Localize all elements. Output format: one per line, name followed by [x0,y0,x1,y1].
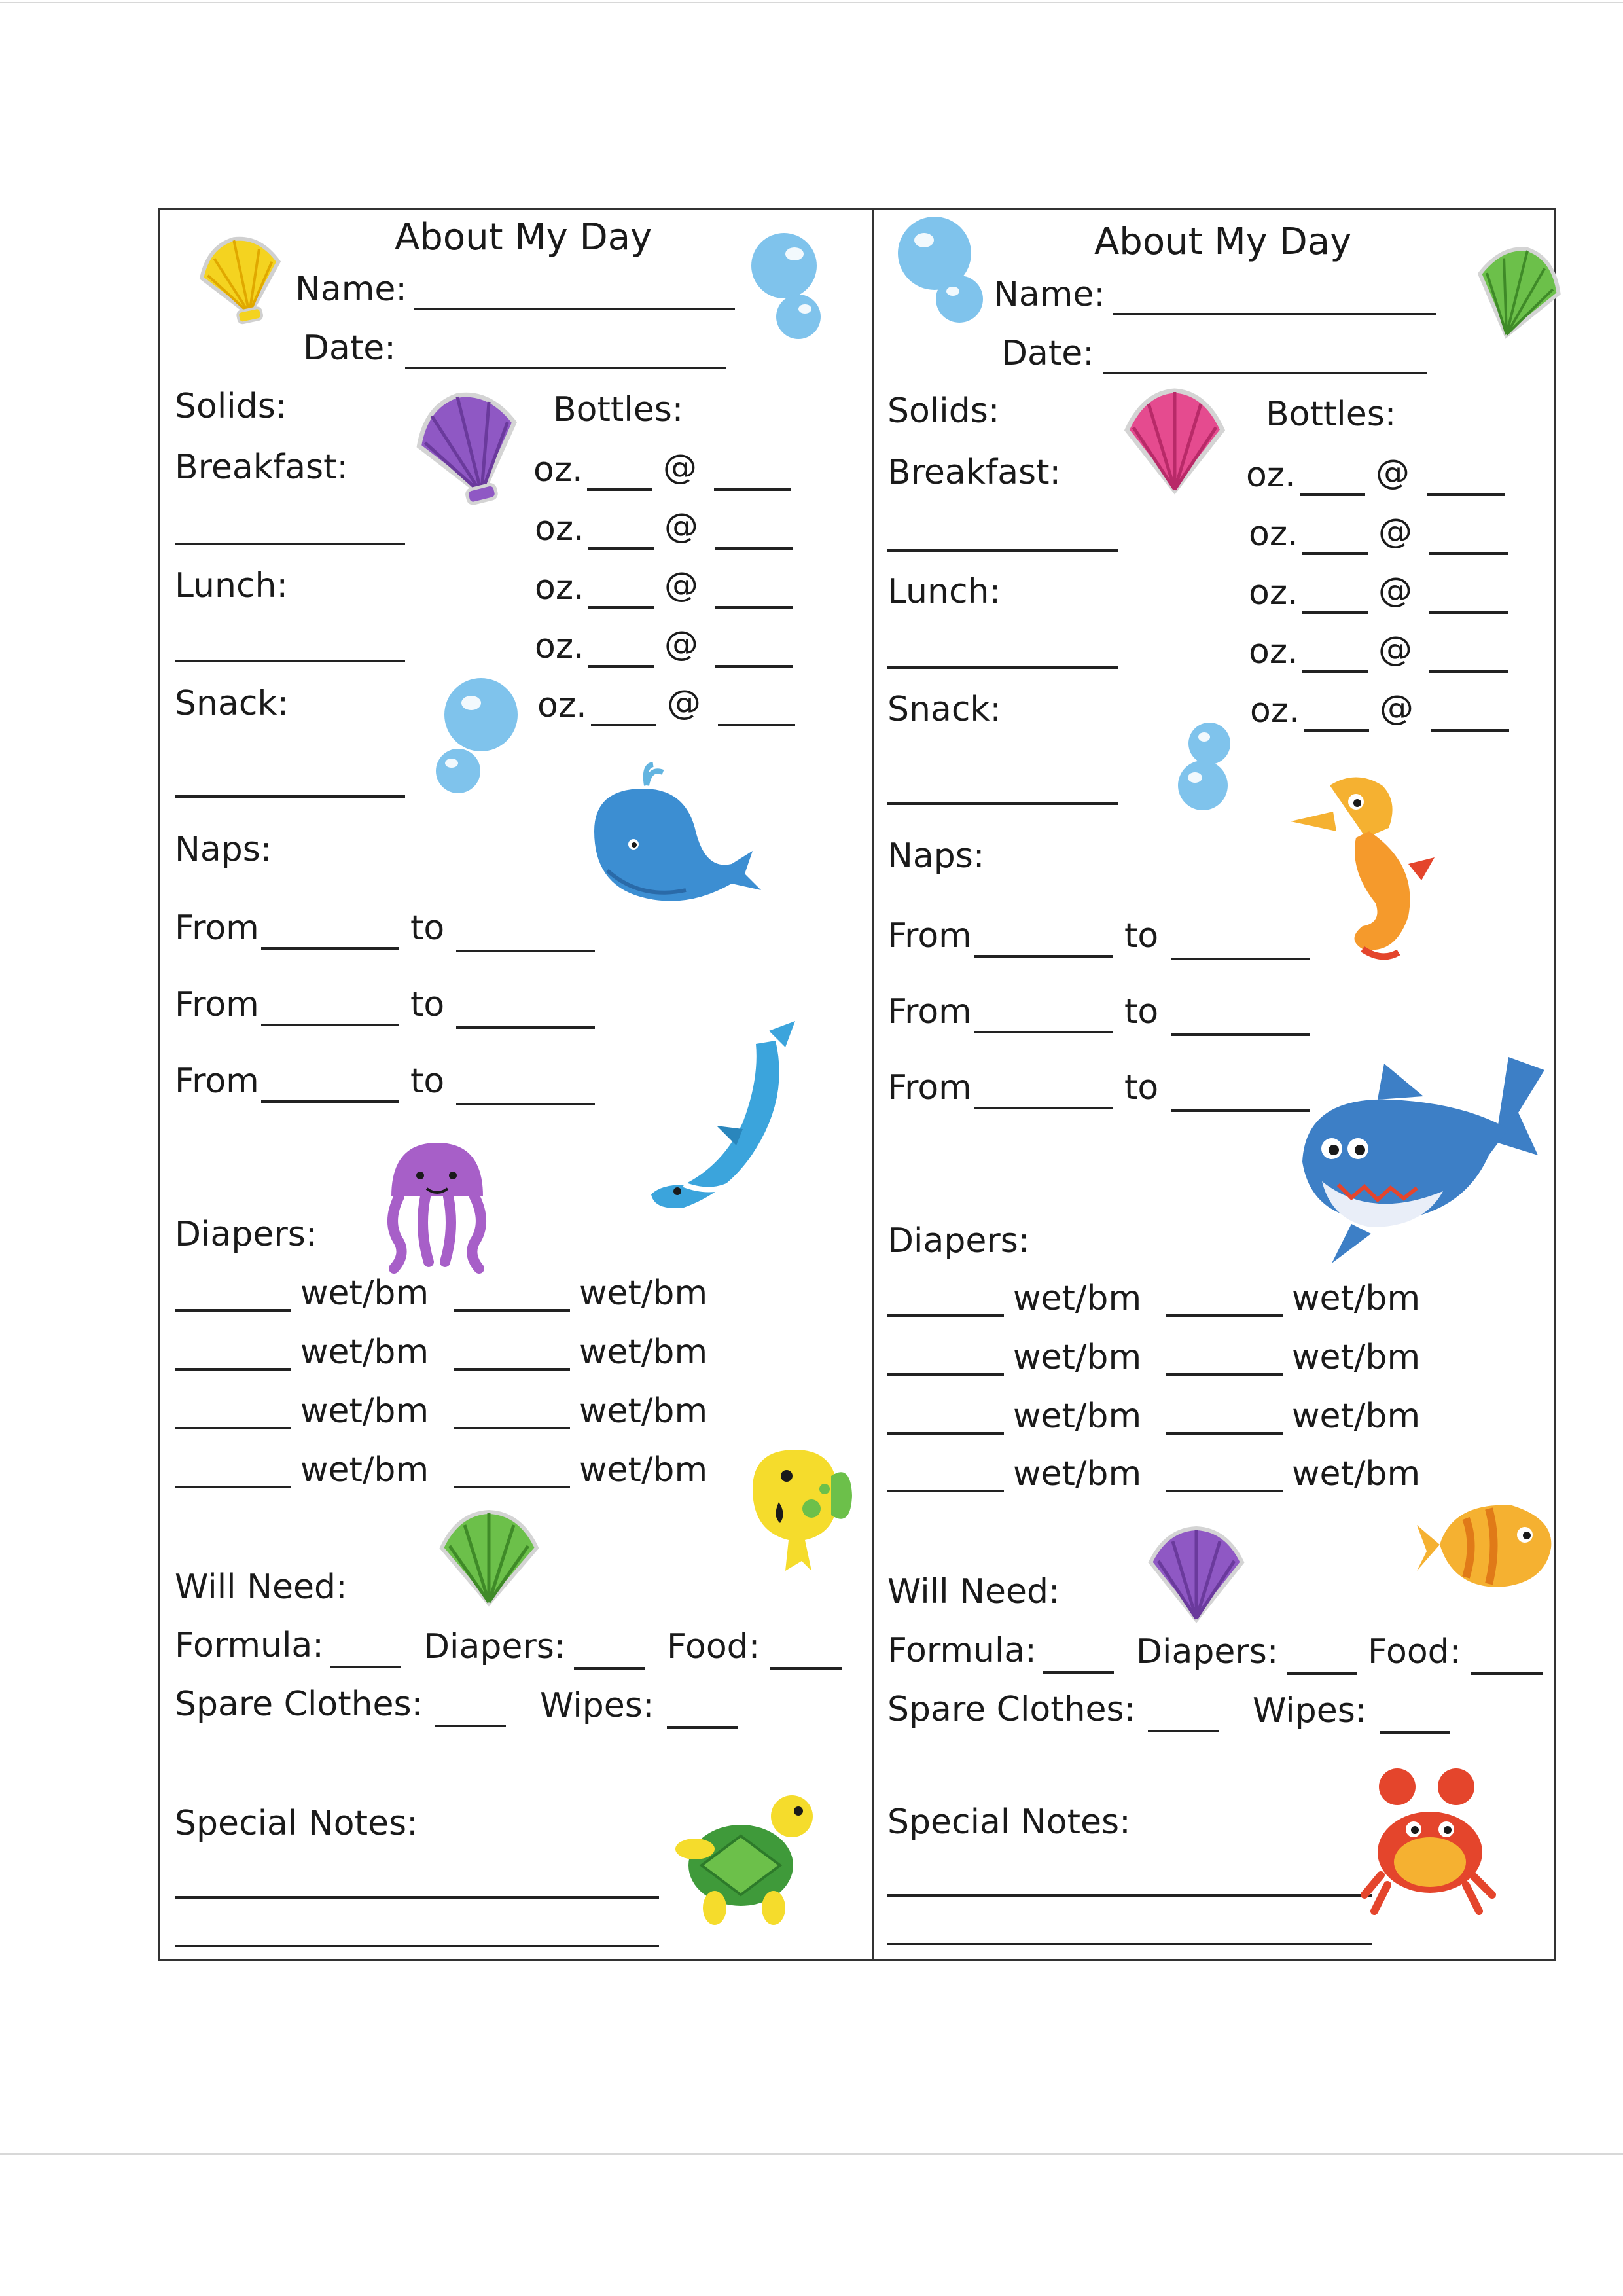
bottles-label: Bottles: [1266,395,1397,434]
formula-field[interactable] [1043,1671,1114,1674]
shell-icon [1139,1522,1253,1626]
to-label: to [1124,1068,1159,1107]
diaper-field[interactable] [887,1432,1004,1435]
wetbm-label: wet/bm [579,1333,708,1372]
seahorse-icon [1284,766,1451,969]
bubbles-icon [746,230,825,345]
time-field[interactable] [1427,493,1505,496]
scan-edge-top [0,2,1623,3]
nap-from-field[interactable] [974,1107,1113,1109]
oz-field[interactable] [1302,611,1368,614]
shark-icon [1293,1050,1548,1266]
diaper-field[interactable] [1166,1432,1283,1435]
wipes-label: Wipes: [540,1686,654,1725]
oz-label: oz. [1249,632,1298,672]
food-label: Food: [667,1627,760,1666]
shell-icon [429,1505,550,1610]
date-label: Date: [303,329,396,368]
diapers-label: Diapers: [175,1215,317,1254]
diaper-field[interactable] [175,1368,291,1371]
formula-label: Formula: [175,1626,324,1665]
snack-field[interactable] [887,802,1118,805]
time-field[interactable] [715,665,793,668]
bottles-label: Bottles: [553,390,684,429]
from-label: From [175,908,259,948]
date-field[interactable] [1103,372,1427,374]
oz-label: oz. [535,627,584,666]
oz-label: oz. [533,450,583,490]
food-field[interactable] [770,1667,842,1670]
naps-label: Naps: [175,830,272,869]
at-label: @ [663,448,697,487]
wetbm-label: wet/bm [1292,1279,1421,1318]
at-label: @ [664,565,698,605]
card-title: About My Day [1094,221,1352,263]
at-label: @ [667,683,701,723]
solids-label: Solids: [175,387,287,426]
name-field[interactable] [414,308,735,310]
breakfast-label: Breakfast: [887,453,1061,492]
notes-line[interactable] [175,1945,659,1947]
fish-icon [740,1437,854,1574]
will-need-label: Will Need: [887,1572,1060,1611]
diaper-field[interactable] [454,1368,570,1371]
oz-field[interactable] [587,488,652,491]
formula-label: Formula: [887,1631,1037,1670]
snack-field[interactable] [175,795,405,798]
oz-field[interactable] [1302,552,1368,555]
at-label: @ [1378,630,1412,669]
diaper-field[interactable] [1166,1490,1283,1492]
whale-icon [581,759,764,923]
time-field[interactable] [1431,729,1509,732]
wetbm-label: wet/bm [300,1274,429,1313]
nap-to-field[interactable] [456,1026,595,1029]
diaper-field[interactable] [454,1486,570,1488]
jellyfish-icon [380,1131,494,1278]
from-label: From [175,1062,259,1101]
wetbm-label: wet/bm [1292,1338,1421,1377]
special-notes-label: Special Notes: [887,1803,1131,1842]
name-label: Name: [993,275,1105,314]
diaper-field[interactable] [887,1373,1004,1376]
time-field[interactable] [714,488,791,491]
nap-to-field[interactable] [456,950,595,952]
naps-label: Naps: [887,836,985,876]
food-field[interactable] [1471,1672,1543,1675]
name-field[interactable] [1113,313,1436,315]
wetbm-label: wet/bm [1292,1454,1421,1494]
notes-line[interactable] [887,1943,1372,1945]
to-label: to [410,985,445,1024]
to-label: to [410,908,445,948]
wipes-field[interactable] [1380,1731,1450,1734]
wetbm-label: wet/bm [300,1333,429,1372]
time-field[interactable] [715,606,793,609]
diaper-field[interactable] [175,1486,291,1488]
nap-from-field[interactable] [974,1031,1113,1033]
bubbles-icon [1171,719,1237,814]
oz-field[interactable] [588,547,654,550]
oz-label: oz. [535,568,584,607]
breakfast-field[interactable] [175,543,405,545]
date-label: Date: [1001,334,1094,373]
nap-from-field[interactable] [261,1024,399,1026]
shell-icon [1465,239,1569,347]
diaper-field[interactable] [1166,1373,1283,1376]
diaper-field[interactable] [175,1309,291,1312]
nap-from-field[interactable] [974,955,1113,958]
crab-icon [1361,1764,1499,1918]
wetbm-label: wet/bm [579,1450,708,1490]
diapers-need-field[interactable] [574,1667,645,1670]
lunch-field[interactable] [175,660,405,662]
diaper-field[interactable] [175,1427,291,1429]
from-label: From [887,916,972,956]
turtle-icon [675,1790,816,1928]
nap-to-field[interactable] [1171,1033,1310,1036]
nap-from-field[interactable] [261,1100,399,1103]
wetbm-label: wet/bm [300,1450,429,1490]
from-label: From [175,985,259,1024]
oz-field[interactable] [1302,670,1368,673]
formula-field[interactable] [330,1666,401,1668]
time-field[interactable] [718,724,795,726]
will-need-label: Will Need: [175,1568,348,1607]
at-label: @ [1376,453,1410,492]
oz-field[interactable] [591,724,656,726]
to-label: to [1124,916,1159,956]
wipes-field[interactable] [667,1726,738,1729]
diapers-label: Diapers: [887,1221,1030,1261]
oz-field[interactable] [588,665,654,668]
diaper-field[interactable] [1166,1314,1283,1317]
oz-field[interactable] [1300,493,1365,496]
spare-clothes-label: Spare Clothes: [887,1690,1136,1729]
notes-line[interactable] [175,1896,659,1899]
time-field[interactable] [1429,552,1508,555]
scan-edge-bottom [0,2153,1623,2155]
lunch-label: Lunch: [887,572,1001,611]
lunch-label: Lunch: [175,566,289,605]
at-label: @ [1378,512,1412,551]
fish-icon [1414,1492,1558,1600]
notes-line[interactable] [887,1894,1372,1897]
oz-label: oz. [537,686,587,725]
diaper-field[interactable] [454,1427,570,1429]
from-label: From [887,992,972,1031]
oz-field[interactable] [1304,729,1369,732]
oz-field[interactable] [588,606,654,609]
spare-clothes-field[interactable] [1148,1730,1219,1732]
from-label: From [887,1068,972,1107]
card-title: About My Day [395,216,652,259]
diaper-field[interactable] [454,1309,570,1312]
wetbm-label: wet/bm [1013,1338,1142,1377]
snack-label: Snack: [887,690,1002,729]
oz-label: oz. [1249,514,1298,554]
diaper-field[interactable] [887,1490,1004,1492]
bubbles-icon [897,213,1001,327]
wetbm-label: wet/bm [579,1391,708,1431]
oz-label: oz. [535,509,584,548]
spare-clothes-field[interactable] [435,1725,506,1727]
time-field[interactable] [1429,670,1508,673]
diaper-field[interactable] [887,1314,1004,1317]
bubbles-icon [432,674,520,795]
wetbm-label: wet/bm [1292,1397,1421,1436]
to-label: to [410,1062,445,1101]
dolphin-icon [645,1018,808,1214]
at-label: @ [1378,571,1412,610]
wetbm-label: wet/bm [1013,1279,1142,1318]
nap-to-field[interactable] [1171,1109,1310,1112]
shell-icon [190,230,294,329]
wetbm-label: wet/bm [579,1274,708,1313]
nap-from-field[interactable] [261,947,399,950]
date-field[interactable] [405,367,726,369]
snack-label: Snack: [175,684,289,723]
lunch-field[interactable] [887,666,1118,669]
oz-label: oz. [1250,691,1300,730]
oz-label: oz. [1246,456,1296,495]
at-label: @ [1380,689,1414,728]
time-field[interactable] [715,547,793,550]
oz-label: oz. [1249,573,1298,613]
breakfast-field[interactable] [887,549,1118,552]
special-notes-label: Special Notes: [175,1804,418,1843]
breakfast-label: Breakfast: [175,448,349,487]
wetbm-label: wet/bm [300,1391,429,1431]
spare-clothes-label: Spare Clothes: [175,1685,423,1724]
food-label: Food: [1368,1632,1461,1672]
to-label: to [1124,992,1159,1031]
diapers-need-label: Diapers: [1136,1632,1279,1672]
at-label: @ [664,507,698,546]
time-field[interactable] [1429,611,1508,614]
diapers-need-field[interactable] [1287,1672,1357,1675]
at-label: @ [664,624,698,664]
name-label: Name: [295,270,407,309]
diapers-need-label: Diapers: [423,1627,566,1666]
nap-to-field[interactable] [456,1103,595,1105]
solids-label: Solids: [887,391,1000,431]
shell-icon [404,385,535,509]
shell-icon [1113,383,1237,501]
wetbm-label: wet/bm [1013,1397,1142,1436]
wetbm-label: wet/bm [1013,1454,1142,1494]
wipes-label: Wipes: [1253,1691,1367,1731]
